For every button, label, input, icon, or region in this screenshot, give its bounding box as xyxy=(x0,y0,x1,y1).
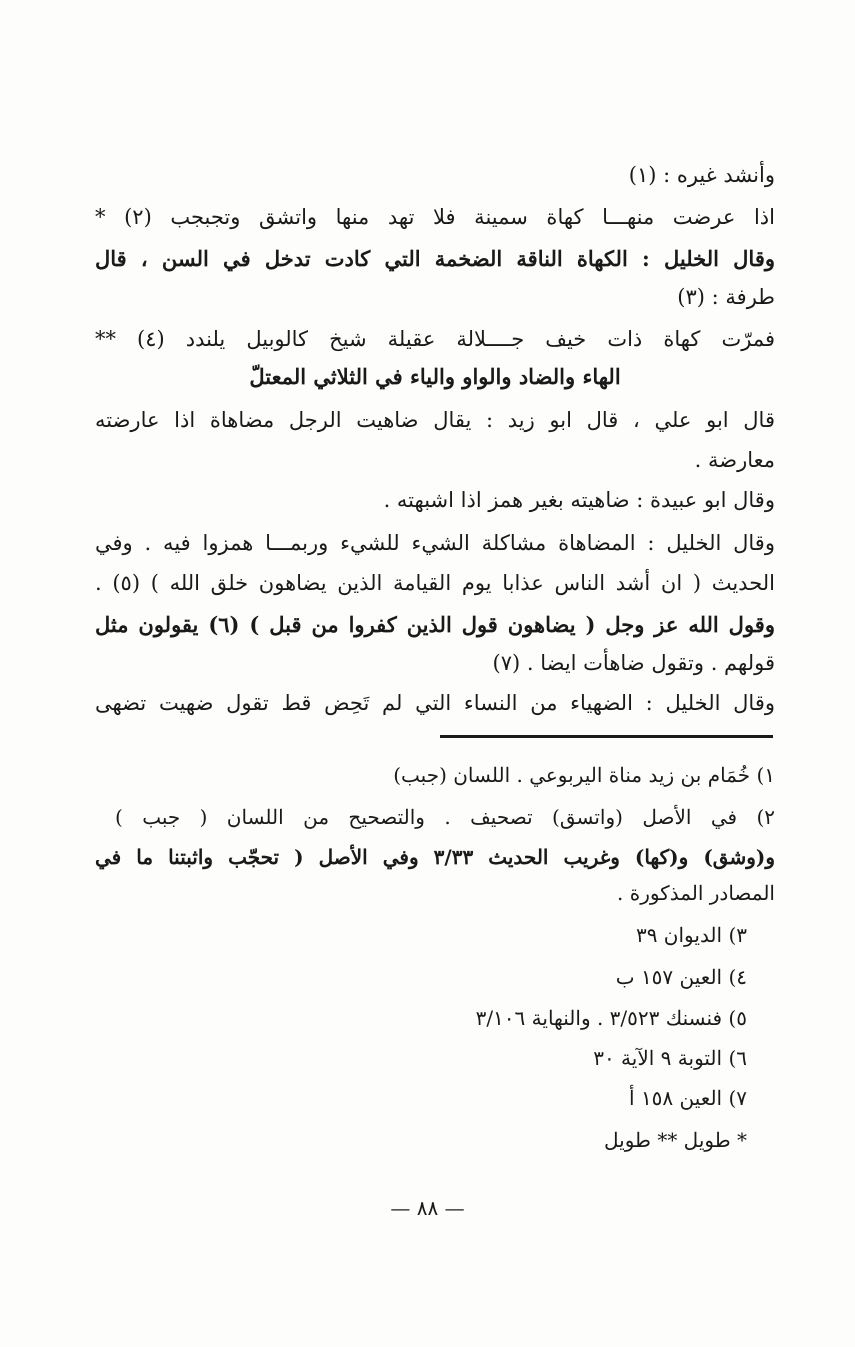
footnote: ١) خُمَام بن زيد مناة اليربوعي . اللسان (جبب) xyxy=(393,763,775,787)
section-heading: الهاء والضاد والواو والياء في الثلاثي المعتلّ xyxy=(249,364,621,389)
footnote: ٣) الديوان ٣٩ xyxy=(635,923,747,947)
text-line: قال ابو علي ، قال ابو زيد : يقال ضاهيت الرجل مضاهاة اذا عارضته xyxy=(95,408,775,432)
footnote: ٢) في الأصل (واتسق) تصحيف . والتصحيح من اللسان ( جبب ) xyxy=(115,805,775,829)
footnote: و(وشق) و(كها) وغريب الحديث ٣/٣٣ وفي الأصل ( تحجّب واثبتنا ما في xyxy=(95,845,775,869)
footnote: ٦) التوبة ٩ الآية ٣٠ xyxy=(593,1046,747,1070)
text-line: طرفة : (٣) xyxy=(677,285,775,309)
verse-line: فمرّت كهاة ذات خيف جــــلالة عقيلة شيخ كالوبيل يلندد (٤) ** xyxy=(95,327,775,351)
text-line: وقال الخليل : الكهاة الناقة الضخمة التي كادت تدخل في السن ، قال xyxy=(95,246,775,271)
footnote: ٧) العين ١٥٨ أ xyxy=(629,1086,747,1110)
text-line: وقال ابو عبيدة : ضاهيته بغير همز اذا اشبهته . xyxy=(383,488,775,512)
text-line: معارضة . xyxy=(694,448,775,472)
footnote: المصادر المذكورة . xyxy=(617,881,775,905)
footnote: ٥) فنسنك ٣/٥٢٣ . والنهاية ٣/١٠٦ xyxy=(475,1006,747,1030)
text-line: وقول الله عز وجل ( يضاهون قول الذين كفروا من قبل ) (٦) يقولون مثل xyxy=(95,612,775,637)
page-number: — ٨٨ — xyxy=(390,1196,465,1220)
text-line: قولهم . وتقول ضاهأت ايضا . (٧) xyxy=(492,651,775,675)
meter-note: * طويل ** طويل xyxy=(604,1128,747,1152)
footnote-divider xyxy=(440,735,773,738)
text-line: وقال الخليل : المضاهاة مشاكلة الشيء للشيء وربمـــا همزوا فيه . وفي xyxy=(95,531,775,555)
footnote: ٤) العين ١٥٧ ب xyxy=(615,965,747,989)
verse-line: اذا عرضت منهـــا كهاة سمينة فلا تهد منها واتشق وتجبجب (٢) * xyxy=(95,205,775,229)
text-line: الحديث ( ان أشد الناس عذابا يوم القيامة الذين يضاهون خلق الله ) (٥) . xyxy=(95,571,775,595)
text-line: وأنشد غيره : (١) xyxy=(628,163,775,187)
text-line: وقال الخليل : الضهياء من النساء التي لم تَحِض قط تقول ضهيت تضهى xyxy=(95,691,775,715)
